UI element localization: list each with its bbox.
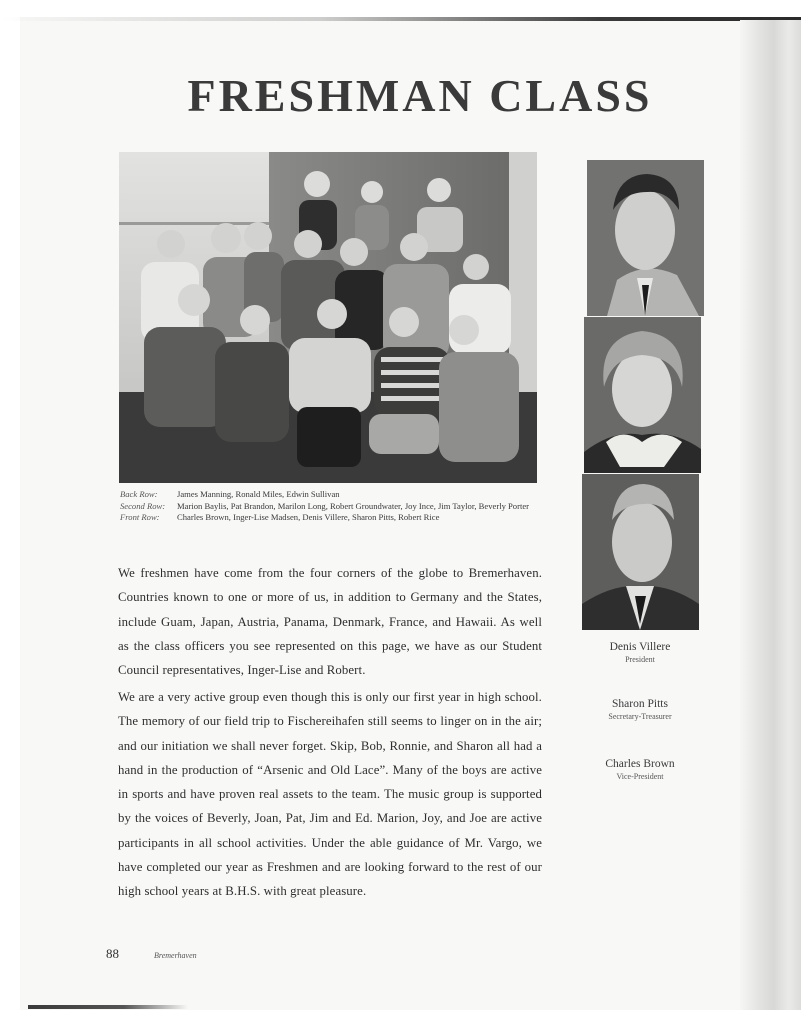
- officer-role: President: [625, 655, 655, 664]
- caption-row-front: [120, 513, 545, 523]
- caption-row-second: [120, 502, 545, 512]
- book-gutter: [740, 20, 801, 1010]
- page-title: FRESHMAN CLASS: [187, 70, 653, 121]
- officer-president: [576, 640, 704, 665]
- portrait-image: [582, 474, 699, 630]
- photo-caption: [120, 490, 545, 525]
- officer-vice-president: [576, 757, 704, 782]
- body-paragraph: We are a very active group even though this is only our first year in high school. The memory of our field trip to Fischereihafen still seems to linger on in the air; and our initiation we shall never forget. Skip, Bob, Ronnie, and Sharon all had a hand in the production of “Arsenic and Old Lace”. Many of the boys are active in sports and have proven real assets to the team. The music group is supported by the voices of Beverly, Joan, Pat, Jim and Ed. Marion, Joy, and Joe are active participants in all school activities. Under the able guidance of Mr. Vargo, we have completed our year as Freshmen and are looking forward to the rest of our high school years at B.H.S. with great pleasure.: [118, 690, 542, 899]
- portrait-sharon-pitts: [584, 317, 701, 473]
- portrait-denis-villere: [587, 160, 704, 316]
- caption-label: Front Row:: [120, 512, 160, 523]
- page-number: 88: [106, 946, 119, 961]
- caption-names: Charles Brown, Inger-Lise Madsen, Denis Villere, Sharon Pitts, Robert Rice: [177, 512, 440, 523]
- officer-role: Secretary-Treasurer: [608, 712, 672, 721]
- officer-name: Sharon Pitts: [612, 698, 668, 710]
- officer-name: Denis Villere: [609, 641, 671, 653]
- officer-name: Charles Brown: [605, 758, 675, 770]
- footer-school-name: Bremerhaven: [154, 951, 197, 960]
- caption-names: James Manning, Ronald Miles, Edwin Sullivan: [177, 489, 340, 499]
- officer-secretary-treasurer: [576, 697, 704, 722]
- portrait-image: [587, 160, 704, 316]
- portrait-charles-brown: [582, 474, 699, 630]
- caption-label: Second Row:: [120, 500, 166, 511]
- page-bottom-edge: [28, 1005, 188, 1009]
- caption-row-back: [120, 490, 545, 500]
- caption-label: Back Row:: [120, 489, 158, 499]
- group-photo-image: [119, 152, 537, 483]
- officer-role: Vice-President: [616, 772, 664, 781]
- page-top-edge: [0, 17, 801, 21]
- caption-names: Marion Baylis, Pat Brandon, Marilon Long, Robert Groundwater, Joy Ince, Jim Taylor, Beverly Porter: [177, 500, 530, 511]
- body-paragraph: We freshmen have come from the four corners of the globe to Bremerhaven. Countries known to one or more of us, in addition to Germany and the States, include Guam, Japan, Austria, Panama, Denmark, France, and Hawaii. As well as the class officers you see represented on this page, we have as our Student Council representatives, Inger-Lise and Robert.: [118, 566, 542, 678]
- portrait-image: [584, 317, 701, 473]
- group-photo: [119, 152, 537, 483]
